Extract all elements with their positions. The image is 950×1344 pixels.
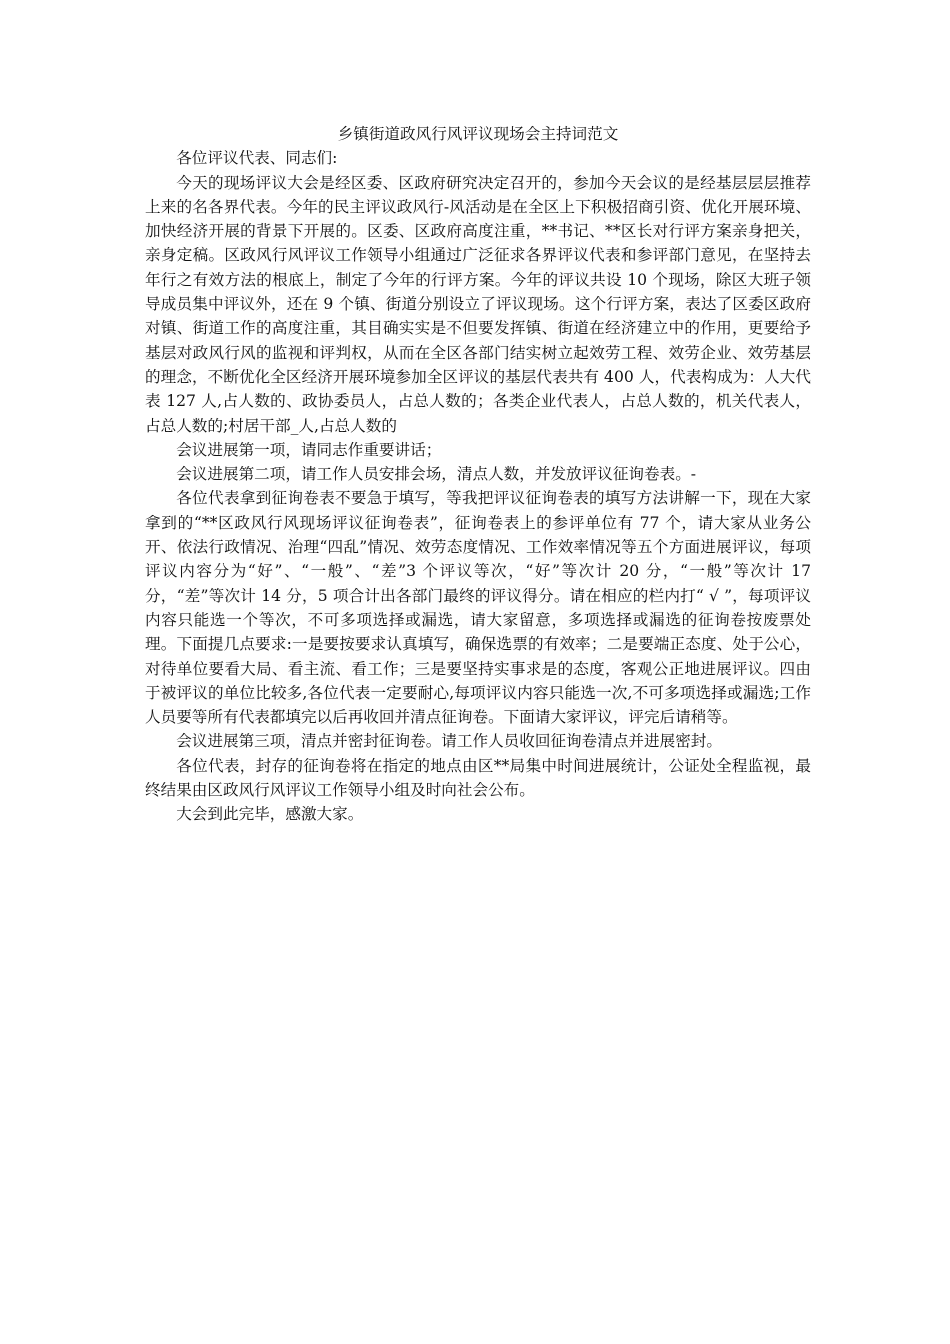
paragraph-greeting: 各位评议代表、同志们: bbox=[176, 149, 338, 168]
document-title: 乡镇街道政风行风评议现场会主持词范文 bbox=[337, 125, 619, 143]
document-page bbox=[145, 122, 811, 827]
paragraph-results: 各位代表，封存的征询卷将在指定的地点由区**局集中时间进展统计，公证处全程监视，最终结果由区政风行风评议工作领导小组及时向社会公布。 bbox=[145, 756, 811, 800]
paragraph-agenda-item-1: 会议进展第一项，请同志作重要讲话； bbox=[176, 440, 442, 459]
paragraph-opening: 今天的现场评议大会是经区委、区政府研究决定召开的，参加今天会议的是经基层层层推荐上来的名各界代表。今年的民主评议政风行-风活动是在全区上下积极招商引资、优化开展环境、加快经济开展的背景下开展的。区委、区政府高度注重，**书记、**区长对行评方案亲身把关，亲身定稿。区政风行风评议工作领导小组通过广泛征求各界评议代表和参评部门意见，在坚持去年行之有效方法的根底上，制定了今年的行评方案。今年的评议共设 10 个现场，除区大班子领导成员集中评议外，还在 9 个镇、街道分别设立了评议现场。这个行评方案，表达了区委区政府对镇、街道工作的高度注重，其目确实实是不但要发挥镇、街道在经济建立中的作用，更要给予基层对政风行风的监视和评判权，从而在全区各部门结实树立起效劳工程、效劳企业、效劳基层的理念，不断优化全区经济开展环境参加全区评议的基层代表共有 400 人，代表构成为：人大代表 127 人,占人数的、政协委员人，占总人数的；各类企业代表人，占总人数的，机关代表人，占总人数的;村居干部_人,占总人数的 bbox=[145, 173, 811, 435]
paragraph-agenda-item-3: 会议进展第三项，清点并密封征询卷。请工作人员收回征询卷清点并进展密封。 bbox=[176, 732, 722, 751]
paragraph-instructions: 各位代表拿到征询卷表不要急于填写，等我把评议征询卷表的填写方法讲解一下，现在大家拿到的“**区政风行风现场评议征询卷表”，征询卷表上的参评单位有 77 个，请大家从业务公开、依法行政情况、治理“四乱”情况、效劳态度情况、工作效率情况等五个方面进展评议，每项评议内容分为“好”、“一般”、“差”3 个评议等次，“好”等次计 20 分，“一般”等次计 17 分，“差”等次计 14 分，5 项合计出各部门最终的评议得分。请在相应的栏内打“ √ ”，每项评议内容只能选一个等次，不可多项选择或漏选，请大家留意，多项选择或漏选的征询卷按废票处理。下面提几点要求:一是要按要求认真填写，确保选票的有效率；二是要端正态度、处于公心，对待单位要看大局、看主流、看工作；三是要坚持实事求是的态度，客观公正地进展评议。四由于被评议的单位比较多,各位代表一定要耐心,每项评议内容只能选一次,不可多项选择或漏选;工作人员要等所有代表都填完以后再收回并清点征询卷。下面请大家评议，评完后请稍等。 bbox=[145, 489, 811, 727]
paragraph-agenda-item-2: 会议进展第二项，请工作人员安排会场，清点人数，并发放评议征询卷表。- bbox=[176, 465, 697, 484]
paragraph-closing: 大会到此完毕，感激大家。 bbox=[176, 805, 364, 824]
